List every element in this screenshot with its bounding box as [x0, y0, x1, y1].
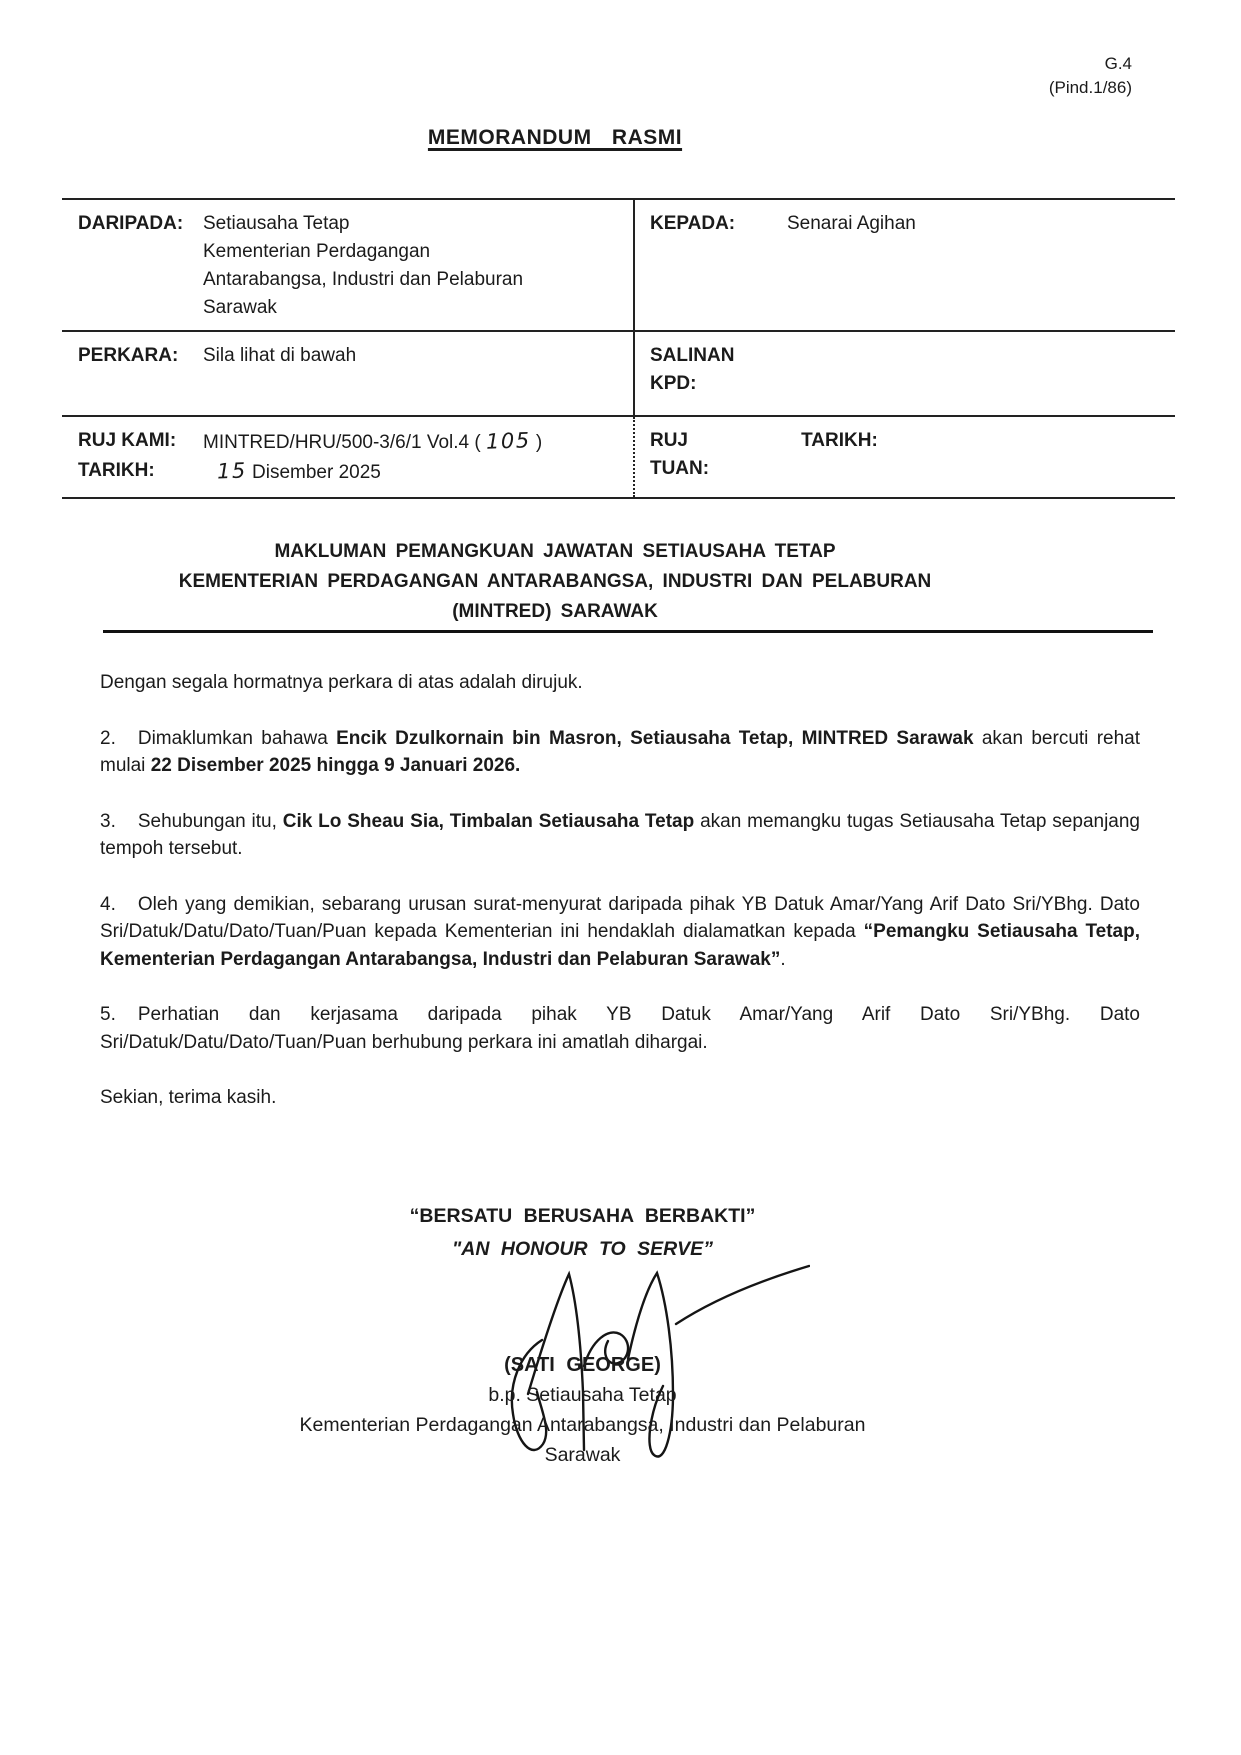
table-row-perkara-salinan — [62, 332, 1175, 417]
closing-line: Sekian, terima kasih. — [100, 1087, 277, 1108]
table-row-daripada-kepada — [62, 200, 1175, 332]
signoff-org-line2: Sarawak — [544, 1443, 621, 1466]
subject-heading — [0, 537, 1110, 627]
ruj-kami-label: RUJ KAMI: — [78, 430, 177, 451]
ruj-kami-cell — [62, 417, 633, 497]
form-code: G.4 — [1104, 54, 1132, 73]
perkara-value: Sila lihat di bawah — [203, 345, 357, 366]
motto-line-malay: “BERSATU BERUSAHA BERBAKTI” — [409, 1204, 756, 1227]
signoff-block — [0, 1350, 1203, 1470]
daripada-value: Setiausaha Tetap Kementerian Perdagangan Antarabangsa, Industri dan Pelaburan Sarawak — [203, 213, 524, 318]
kepada-label: KEPADA: — [649, 213, 736, 234]
paragraph-2: 2. Dimaklumkan bahawa Encik Dzulkornain bin Masron, Setiausaha Tetap, MINTRED Sarawak akan bercuti rehat mulai 22 Disember 2025 hingga 9 Januari 2026. — [100, 727, 1140, 776]
kepada-value: Senarai Agihan — [786, 213, 916, 234]
salinan-label-line1: SALINAN — [649, 345, 735, 366]
handwritten-ref-number: 105 — [485, 428, 531, 454]
perkara-label: PERKARA: — [78, 345, 179, 366]
ruj-kami-value: MINTRED/HRU/500-3/6/1 Vol.4 ( 105 ) — [203, 428, 543, 454]
paragraph-4: 4. Oleh yang demikian, sebarang urusan surat-menyurat daripada pihak YB Datuk Amar/Yang Arif Dato Sri/YBhg. Dato Sri/Datuk/Datu/Dato/Tuan/Puan kepada Kementerian ini hendaklah dialamatkan kepada “Pemangku Setiausaha Tetap, Kementerian Perdagangan Antarabangsa, Industri dan Pelaburan Sarawak”. — [100, 893, 1140, 970]
paragraph-3: 3. Sehubungan itu, Cik Lo Sheau Sia, Timbalan Setiausaha Tetap akan memangku tugas Setiausaha Tetap sepanjang tempoh tersebut. — [100, 810, 1140, 859]
motto-block — [0, 1200, 1203, 1266]
form-code-block — [0, 0, 1241, 100]
signoff-org-line1: Kementerian Perdagangan Antarabangsa, Industri dan Pelaburan — [299, 1413, 866, 1436]
subject-line-1: MAKLUMAN PEMANGKUAN JAWATAN SETIAUSAHA TETAP — [274, 541, 836, 562]
memo-header-table — [62, 198, 1175, 499]
tarikh-value: 15 Disember 2025 — [216, 458, 381, 484]
subject-underline — [103, 630, 1153, 633]
ruj-tuan-cell — [633, 417, 1175, 497]
daripada-label: DARIPADA: — [78, 213, 184, 234]
form-revision: (Pind.1/86) — [1048, 78, 1132, 97]
salinan-label-line2: KPD: — [649, 373, 697, 394]
salinan-cell — [633, 332, 1175, 415]
tarikh-right-label: TARIKH: — [801, 430, 878, 451]
table-row-ruj-tarikh — [62, 417, 1175, 499]
kepada-cell — [633, 200, 1175, 330]
handwritten-day: 15 — [216, 458, 248, 484]
ruj-tuan-label: RUJ TUAN: — [649, 430, 710, 479]
title-row — [0, 124, 1110, 154]
paragraph-5: 5. Perhatian dan kerjasama daripada pihak YB Datuk Amar/Yang Arif Dato Sri/YBhg. Dato Sri/Datuk/Datu/Dato/Tuan/Puan berhubung perkara ini amatlah dihargai. — [100, 1004, 1140, 1053]
tarikh-label: TARIKH: — [78, 460, 155, 481]
signoff-behalf: b.p. Setiausaha Tetap — [488, 1383, 677, 1406]
motto-line-english: "AN HONOUR TO SERVE” — [452, 1237, 713, 1260]
paragraph-1: Dengan segala hormatnya perkara di atas adalah dirujuk. — [100, 672, 583, 693]
subject-line-3: (MINTRED) SARAWAK — [452, 601, 658, 622]
daripada-cell — [62, 200, 633, 330]
memo-title: MEMORANDUM RASMI — [427, 126, 683, 149]
signatory-name: (SATI GEORGE) — [504, 1353, 661, 1376]
perkara-cell — [62, 332, 633, 415]
subject-line-2: KEMENTERIAN PERDAGANGAN ANTARABANGSA, INDUSTRI DAN PELABURAN — [178, 571, 932, 592]
